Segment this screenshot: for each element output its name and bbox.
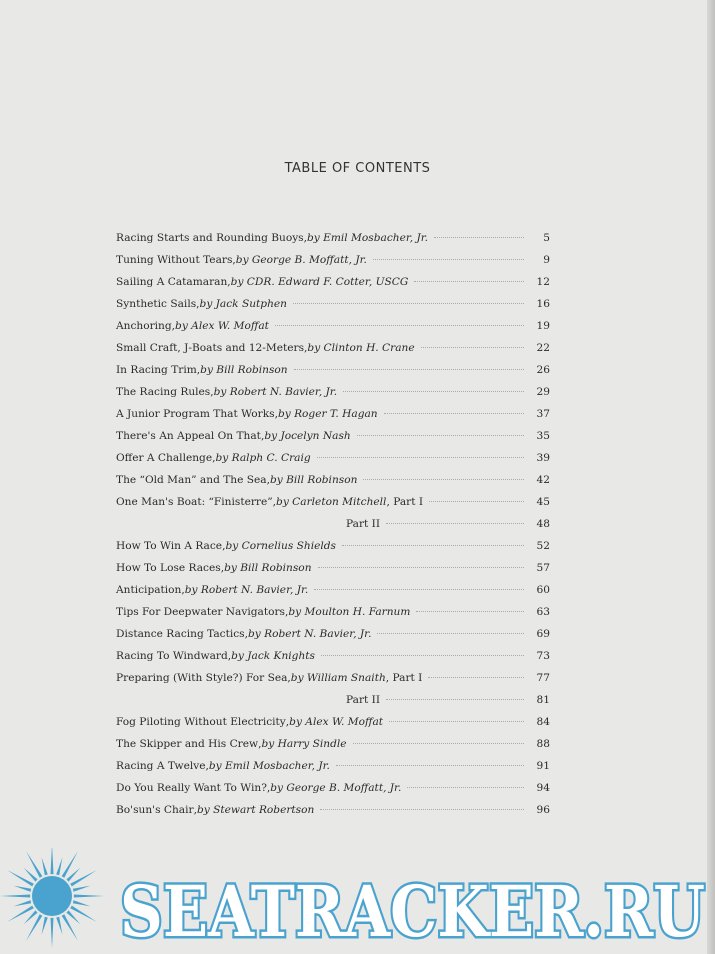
toc-entry-separator: , [212,452,216,464]
toc-entry-title: Racing To Windward [116,650,228,662]
toc-entry-title: Racing A Twelve [116,760,206,772]
toc-entry-author: by William Snaith [290,672,386,684]
sun-ray [42,857,48,875]
dot-leader [321,654,524,656]
toc-entry-separator: , [284,606,289,618]
sun-ray [73,886,91,892]
dot-leader [434,236,524,238]
toc-entry-page-number: 88 [536,738,550,750]
dot-leader [377,632,524,634]
toc-entry-author: by Robert N. Bavier, Jr. [248,628,372,640]
toc-entry-title: Do You Really Want To Win? [116,782,267,794]
toc-entry-author: by Moulton H. Farnum [288,606,411,618]
sun-ray [51,848,54,874]
toc-entry-page-number: 26 [536,364,550,376]
dot-leader [416,610,524,612]
toc-entry-page-number: 42 [536,474,550,486]
toc-entry-title: Anchoring [116,320,172,332]
toc-entry-title: The “Old Man” and The Sea [116,474,267,486]
toc-entry-title: Fog Piloting Without Electricity [116,716,286,728]
toc-entry-author: by Ralph C. Craig [215,452,311,464]
toc-entry-title: Preparing (With Style?) For Sea [116,672,288,684]
toc-entry-separator: , [193,804,197,816]
toc-entry [116,403,550,425]
toc-entry-separator: , [227,276,231,288]
dot-leader [407,786,524,788]
toc-entry-page-number: 63 [536,606,550,618]
toc-entry-author: by Cornelius Shields [225,540,336,552]
toc-entry-author: by Emil Mosbacher, Jr. [208,760,330,772]
toc-entry-separator: , [258,738,262,750]
toc-entry-separator: , [272,496,277,508]
toc-entry-separator: , [171,320,176,332]
toc-entry-page-number: 94 [536,782,550,794]
sun-ray [26,851,42,878]
sun-ray [56,917,62,935]
page-edge [707,0,715,954]
toc-entry-page-number: 77 [536,672,550,684]
sun-ray [51,918,54,948]
dot-leader [363,478,524,480]
toc-entry-page-number: 39 [536,452,550,464]
dot-leader [314,588,524,590]
sun-ray [13,886,31,892]
dot-leader [320,808,524,810]
dot-leader [373,258,524,260]
toc-entry [116,623,550,645]
toc-entry-separator: , [266,474,270,486]
toc-entry-page-number: 12 [536,276,550,288]
sun-ray [56,857,62,875]
toc-entry [116,799,550,821]
toc-entry-title: Part II [346,694,381,706]
toc-entry-title: How To Win A Race [116,540,223,552]
sun-ray [0,895,30,898]
toc-entry-page-number: 81 [536,694,550,706]
toc-entry-separator: , [287,672,291,684]
toc-entry [116,579,550,601]
toc-entry [116,315,550,337]
toc-entry-title: There's An Appeal On That [116,430,261,442]
toc-entry-page-number: 73 [536,650,550,662]
sun-ray [70,906,97,922]
toc-entry-separator: , [274,408,278,420]
sun-ray [66,868,80,882]
toc-entry-author: by Jack Sutphen [199,298,287,310]
sun-ray [7,870,34,886]
dot-leader [343,390,524,392]
sun-ray [42,917,48,935]
toc-entry-page-number: 91 [536,760,550,772]
toc-entry [116,491,550,513]
toc-entry [116,513,550,535]
toc-entry-part: , Part I [386,496,424,508]
toc-entry-page-number: 69 [536,628,550,640]
sun-ray [7,906,34,922]
toc-entry-title: Bo'sun's Chair [116,804,194,816]
dot-leader [336,764,524,766]
toc-entry-separator: , [220,562,225,574]
toc-entry-author: by Jack Knights [231,650,315,662]
toc-entry-page-number: 60 [536,584,550,596]
toc-entry [116,755,550,777]
toc-entry-separator: , [210,386,214,398]
toc-entry [116,271,550,293]
toc-entry [116,425,550,447]
toc-entry-separator: , [222,540,226,552]
toc-entry-page-number: 37 [536,408,550,420]
toc-entry-title: Racing Starts and Rounding Buoys [116,232,304,244]
toc-entry [116,359,550,381]
page-title: TABLE OF CONTENTS [284,161,431,176]
dot-leader [384,412,524,414]
toc-entry-title: In Racing Trim [116,364,197,376]
dot-leader [386,698,524,700]
toc-entry [116,601,550,623]
table-of-contents [116,227,550,821]
toc-entry-separator: , [266,782,271,794]
toc-entry-title: The Skipper and His Crew [116,738,259,750]
toc-entry-page-number: 19 [536,320,550,332]
watermark [0,848,715,954]
toc-entry [116,293,550,315]
toc-entry-separator: , [303,232,307,244]
toc-entry-page-number: 16 [536,298,550,310]
dot-leader [389,720,524,722]
sun-ray [70,870,97,886]
dot-leader [275,324,524,326]
toc-entry-author: by CDR. Edward F. Cotter, USCG [230,276,409,288]
toc-entry-separator: , [181,584,185,596]
toc-entry-author: by Harry Sindle [261,738,347,750]
toc-entry [116,447,550,469]
toc-entry-title: Offer A Challenge [116,452,213,464]
toc-entry-title: Small Craft, J-Boats and 12-Meters [116,342,305,354]
watermark-text: SEATRACKER.RU [120,870,705,953]
toc-entry-title: Tuning Without Tears [116,254,233,266]
toc-entry-author: by George B. Moffatt, Jr. [235,254,367,266]
sun-disc [32,876,72,916]
toc-entry-separator: , [196,364,201,376]
sun-ray [73,900,91,906]
toc-entry-title: One Man's Boat: “Finisterre” [116,496,273,508]
toc-entry-title: Tips For Deepwater Navigators [116,606,285,618]
toc-entry-author: by Emil Mosbacher, Jr. [307,232,428,244]
toc-entry-separator: , [232,254,236,266]
toc-entry-page-number: 52 [536,540,550,552]
sun-ray [13,900,31,906]
toc-entry-part: , Part I [385,672,423,684]
toc-entry-page-number: 48 [536,518,550,530]
toc-entry-title: The Racing Rules [116,386,211,398]
toc-entry-separator: , [244,628,248,640]
dot-leader [421,346,524,348]
toc-entry-page-number: 9 [543,254,550,266]
toc-entry [116,469,550,491]
toc-entry-author: by Alex W. Moffat [289,716,384,728]
sun-ray [24,910,38,924]
toc-entry [116,733,550,755]
toc-entry-title: Anticipation [116,584,182,596]
toc-entry [116,249,550,271]
sun-ray [74,895,104,898]
toc-entry-title: Part II [346,518,381,530]
dot-leader [293,302,524,304]
sun-ray [26,914,42,941]
sun-ray [62,914,78,941]
toc-entry-page-number: 84 [536,716,550,728]
dot-leader [318,566,524,568]
dot-leader [386,522,524,524]
dot-leader [317,456,524,458]
dot-leader [353,742,524,744]
toc-entry-page-number: 57 [536,562,550,574]
toc-entry-separator: , [227,650,232,662]
toc-entry-author: by Robert N. Bavier, Jr. [213,386,338,398]
toc-entry-title: A Junior Program That Works [116,408,275,420]
toc-entry [116,777,550,799]
dot-leader [414,280,524,282]
toc-entry-author: by Stewart Robertson [196,804,315,816]
toc-entry-author: by Bill Robinson [224,562,312,574]
toc-entry-page-number: 35 [536,430,550,442]
toc-entry-separator: , [285,716,290,728]
toc-entry-author: by Clinton H. Crane [307,342,415,354]
toc-entry-separator: , [304,342,308,354]
toc-entry [116,535,550,557]
toc-entry-page-number: 45 [536,496,550,508]
toc-entry [116,711,550,733]
toc-entry-title: Distance Racing Tactics [116,628,245,640]
toc-entry-author: by Alex W. Moffat [175,320,269,332]
dot-leader [357,434,524,436]
toc-entry-title: Sailing A Catamaran [116,276,228,288]
toc-entry-author: by Bill Robinson [200,364,288,376]
toc-entry-page-number: 29 [536,386,550,398]
dot-leader [429,500,524,502]
toc-entry-page-number: 5 [543,232,550,244]
toc-entry [116,381,550,403]
toc-entry-title: Synthetic Sails [116,298,197,310]
dot-leader [428,676,524,678]
toc-entry-separator: , [260,430,265,442]
toc-entry-title: How To Lose Races [116,562,221,574]
toc-entry-author: by Bill Robinson [269,474,358,486]
toc-entry [116,689,550,711]
sun-ray [24,868,38,882]
toc-entry-author: by Jocelyn Nash [264,430,351,442]
sun-ray [66,910,80,924]
toc-entry-author: by Roger T. Hagan [277,408,378,420]
toc-entry [116,227,550,249]
toc-entry [116,645,550,667]
toc-entry-page-number: 96 [536,804,550,816]
toc-entry-author: by George B. Moffatt, Jr. [270,782,402,794]
toc-entry-author: by Carleton Mitchell [276,496,387,508]
dot-leader [294,368,524,370]
toc-entry-separator: , [205,760,209,772]
toc-entry-page-number: 22 [536,342,550,354]
toc-entry-author: by Robert N. Bavier, Jr. [184,584,309,596]
dot-leader [342,544,524,546]
toc-entry-separator: , [196,298,200,310]
toc-entry [116,337,550,359]
toc-entry [116,667,550,689]
sun-icon [0,848,104,948]
toc-entry [116,557,550,579]
sun-ray [62,851,78,878]
